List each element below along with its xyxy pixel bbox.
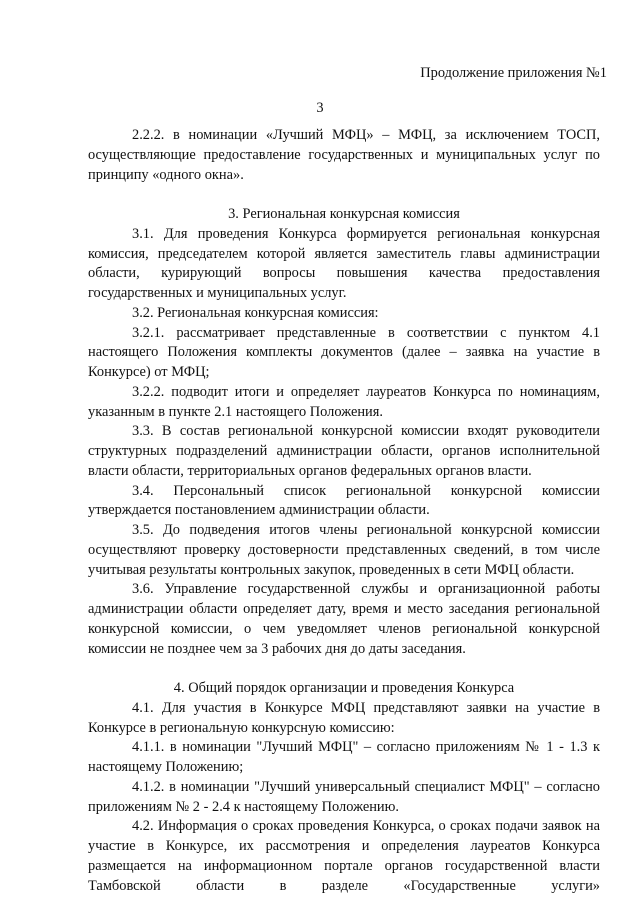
paragraph-3-2: 3.2. Региональная конкурсная комиссия: (132, 304, 379, 321)
paragraph-3-2-2: 3.2.2. подводит итоги и определяет лауреатов Конкурса по номинациям, указанным в пункте 2.1 настоящего Положения. (88, 383, 600, 420)
paragraph-3-1: 3.1. Для проведения Конкурса формируется региональная конкурсная комиссия, председателем которой является заместитель главы администрации области, курирующий вопросы повышения качества предоставления государственных и муниципальных услуг. (88, 225, 600, 301)
paragraph-3-3: 3.3. В состав региональной конкурсной комиссии входят руководители структурных подразделений администрации области, органов исполнительной власти области, территориальных органов федеральных органов власти. (88, 423, 600, 479)
section-heading-3: 3. Региональная конкурсная комиссия (228, 206, 460, 222)
section-heading-4: 4. Общий порядок организации и проведения Конкурса (173, 680, 515, 696)
paragraph-4-1-1: 4.1.1. в номинации "Лучший МФЦ" – согласно приложениям № 1 - 1.3 к настоящему Положению; (88, 739, 600, 775)
paragraph-4-1: 4.1. Для участия в Конкурсе МФЦ представляют заявки на участие в Конкурсе в региональную конкурсную комиссию: (88, 699, 600, 736)
paragraph-3-4: 3.4. Персональный список региональной конкурсной комиссии утверждается постановлением администрации области. (88, 482, 600, 519)
document-body (88, 126, 600, 896)
paragraph-3-5: 3.5. До подведения итогов члены региональной конкурсной комиссии осуществляют проверку достоверности представленных сведений, в том числе учитывая результаты контрольных закупок, проведенных в сети МФЦ области. (88, 522, 600, 578)
page-number: 3 (316, 100, 324, 116)
paragraph-2-2-2: 2.2.2. в номинации «Лучший МФЦ» – МФЦ, за исключением ТОСП, осуществляющие предоставление государственных и муниципальных услуг по принципу «одного окна». (88, 127, 600, 183)
spacer (88, 185, 600, 205)
paragraph-3-2-1: 3.2.1. рассматривает представленные в соответствии с пунктом 4.1 настоящего Положения комплекты документов (далее – заявка на участие в Конкурсе) от МФЦ; (88, 324, 600, 380)
spacer (88, 659, 600, 679)
paragraph-4-1-2: 4.1.2. в номинации "Лучший универсальный специалист МФЦ" – согласно приложениям № 2 - 2.4 к настоящему Положению. (88, 778, 600, 815)
paragraph-4-2: 4.2. Информация о сроках проведения Конкурса, о сроках подачи заявок на участие в Конкурсе, их рассмотрения и определения лауреатов Конкурса размещается на информационном портале органов государственной власти Тамбовской области в разделе «Государственные услуги» (88, 818, 600, 894)
appendix-continuation-header: Продолжение приложения №1 (420, 65, 607, 81)
paragraph-3-6: 3.6. Управление государственной службы и организационной работы администрации области определяет дату, время и место заседания региональной конкурсной комиссии, о чем уведомляет членов региональной конкурсной комиссии не позднее чем за 3 рабочих дня до даты заседания. (88, 581, 600, 657)
